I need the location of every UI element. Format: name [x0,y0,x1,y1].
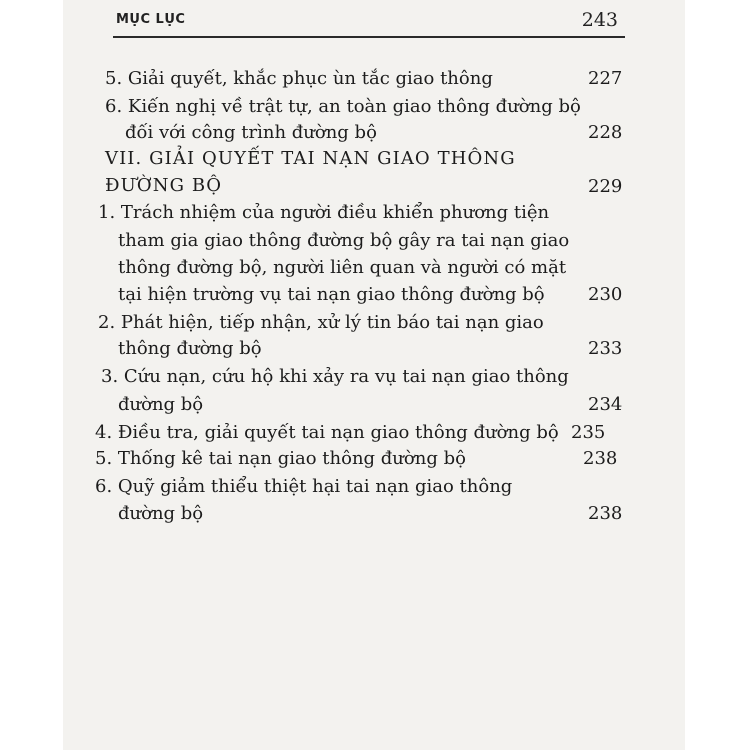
toc-entry-text: tham gia giao thông đường bộ gây ra tai nạn giao [118,230,570,251]
toc-entry-page: 238 [583,448,618,469]
toc-entry-text: đường bộ [118,503,204,524]
toc-entry-text: thông đường bộ [118,338,262,359]
toc-entry-text: 6. Kiến nghị về trật tự, an toàn giao thông đường bộ [105,96,581,117]
toc-entry-text: 6. Quỹ giảm thiểu thiệt hại tai nạn giao thông [95,476,513,497]
toc-entry-text: 5. Giải quyết, khắc phục ùn tắc giao thông [105,68,493,89]
toc-entry-text: 1. Trách nhiệm của người điều khiển phương tiện [98,202,550,223]
header-rule [113,36,625,38]
toc-entry-page: 234 [588,394,623,415]
toc-entry-text: 4. Điều tra, giải quyết tai nạn giao thông đường bộ [95,422,559,443]
toc-entry-text: đường bộ [118,394,204,415]
toc-entry-page: 227 [588,68,623,89]
toc-section-title: ĐƯỜNG BỘ [105,175,223,196]
book-page [63,0,685,750]
toc-entry-page: 233 [588,338,623,359]
toc-entry-page: 230 [588,284,623,305]
toc-entry-page: 229 [588,176,623,197]
running-header-page-number: 243 [581,9,618,31]
toc-entry-text: thông đường bộ, người liên quan và người có mặt [118,257,567,278]
toc-section-title: VII. GIẢI QUYẾT TAI NẠN GIAO THÔNG [105,148,516,169]
toc-entry-page: 238 [588,503,623,524]
toc-entry-text: đối với công trình đường bộ [125,122,377,143]
toc-entry-page: 235 [571,422,606,443]
toc-entry-text: 3. Cứu nạn, cứu hộ khi xảy ra vụ tai nạn giao thông [101,366,569,387]
toc-entry-page: 228 [588,122,623,143]
toc-entry-text: tại hiện trường vụ tai nạn giao thông đường bộ [118,284,545,305]
toc-entry-text: 2. Phát hiện, tiếp nhận, xử lý tin báo tai nạn giao [98,312,544,333]
toc-entry-text: 5. Thống kê tai nạn giao thông đường bộ [95,448,466,469]
running-header-title: MỤC LỤC [116,12,186,27]
